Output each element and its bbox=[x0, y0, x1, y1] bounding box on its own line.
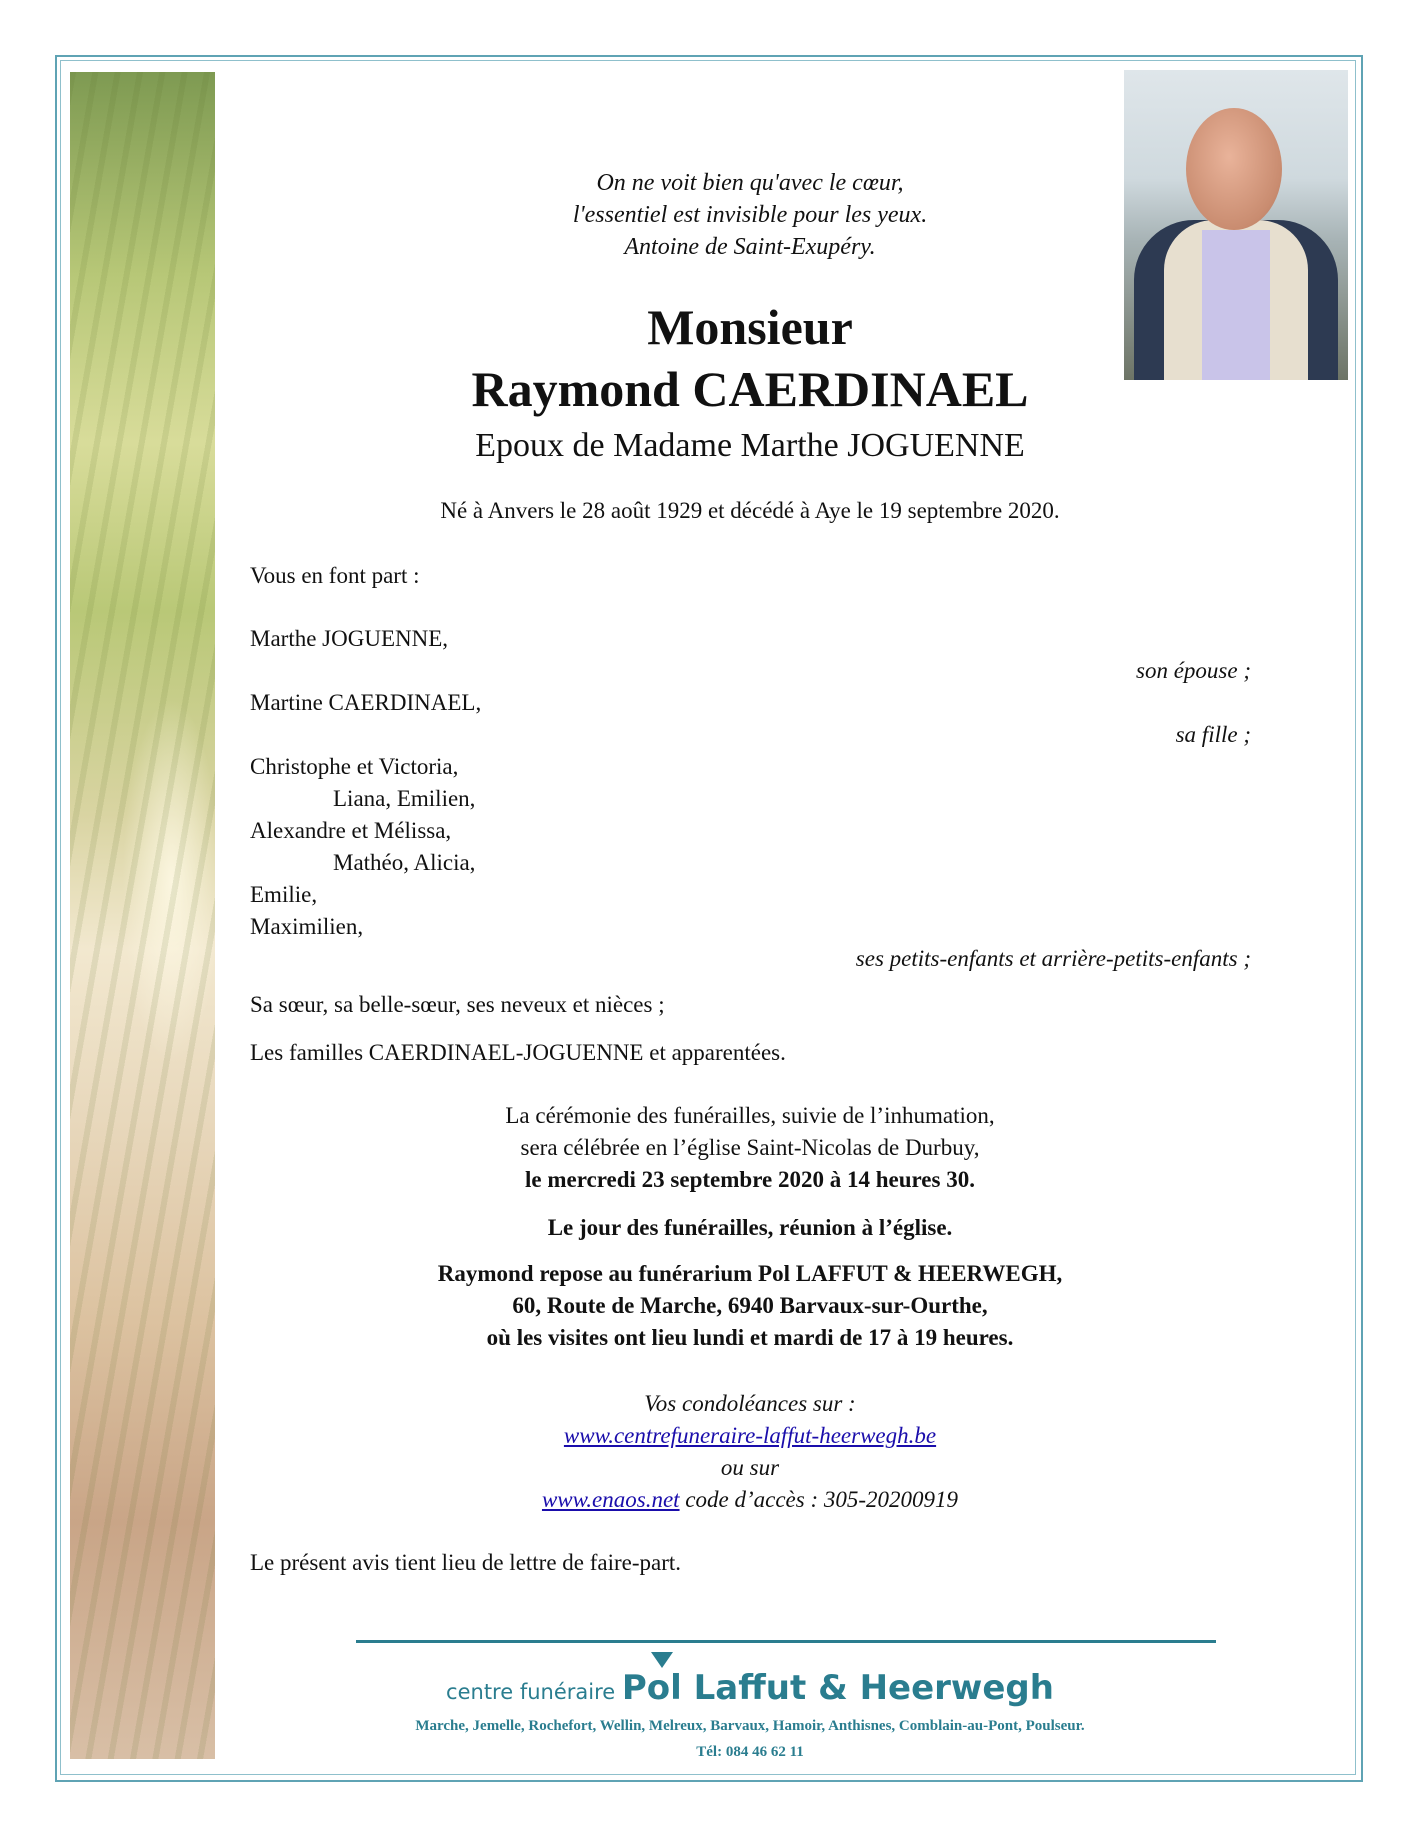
announcement-intro: Vous en font part : bbox=[250, 563, 420, 588]
brand-small-text: centre funéraire bbox=[446, 1680, 622, 1704]
rest-line-3: où les visites ont lieu lundi et mardi de 17 à 19 heures. bbox=[486, 1325, 1014, 1350]
condolences-link-2-row bbox=[250, 1484, 1250, 1516]
closing-note: Le présent avis tient lieu de lettre de faire-part. bbox=[250, 1550, 682, 1575]
family-great-grandchildren-2: Mathéo, Alicia, bbox=[333, 850, 476, 875]
ceremony-line-2: sera célébrée en l’église Saint-Nicolas de Durbuy, bbox=[520, 1135, 980, 1160]
logo-triangle-icon bbox=[651, 1652, 673, 1668]
family-daughter-name: Martine CAERDINAEL, bbox=[250, 690, 482, 715]
family-great-grandchildren-1: Liana, Emilien, bbox=[333, 786, 476, 811]
spouse-line: Epoux de Madame Marthe JOGUENNE bbox=[475, 427, 1025, 464]
family-grandchildren-relation: ses petits-enfants et arrière-petits-enfants ; bbox=[855, 946, 1251, 971]
footer-telephone: Tél: 084 46 62 11 bbox=[696, 1744, 804, 1760]
rest-line-2: 60, Route de Marche, 6940 Barvaux-sur-Ourthe, bbox=[512, 1293, 988, 1318]
quote-line-1: On ne voit bien qu'avec le cœur, bbox=[596, 170, 904, 196]
quote-author: Antoine de Saint-Exupéry. bbox=[624, 234, 876, 260]
rest-line-1: Raymond repose au funérarium Pol LAFFUT & HEERWEGH, bbox=[437, 1261, 1063, 1286]
family-daughter-relation: sa fille ; bbox=[1175, 722, 1251, 747]
quote-line-2: l'essentiel est invisible pour les yeux. bbox=[572, 202, 928, 228]
footer-places: Marche, Jemelle, Rochefort, Wellin, Melreux, Barvaux, Hamoir, Anthisnes, Comblain-au-Pont, Poulseur. bbox=[415, 1718, 1085, 1734]
footer-divider bbox=[356, 1640, 1216, 1643]
brand-big-text: Pol Laffut & Heerwegh bbox=[621, 1668, 1054, 1708]
deceased-title: Monsieur bbox=[647, 299, 853, 355]
family-grandchild-1: Christophe et Victoria, bbox=[250, 754, 459, 779]
birth-death-line: Né à Anvers le 28 août 1929 et décédé à Aye le 19 septembre 2020. bbox=[440, 498, 1060, 523]
family-siblings: Sa sœur, sa belle-sœur, ses neveux et nièces ; bbox=[250, 992, 665, 1017]
family-spouse-relation: son épouse ; bbox=[1136, 658, 1251, 683]
condolences-link-2[interactable]: www.enaos.net bbox=[541, 1487, 680, 1512]
family-grandchild-4: Maximilien, bbox=[250, 914, 364, 939]
forest-path-image bbox=[70, 72, 215, 1759]
condolences-link-1[interactable]: www.centrefuneraire-laffut-heerwegh.be bbox=[563, 1423, 937, 1448]
family-families: Les familles CAERDINAEL-JOGUENNE et apparentées. bbox=[250, 1040, 786, 1065]
deceased-name: Raymond CAERDINAEL bbox=[471, 361, 1029, 417]
ceremony-meeting: Le jour des funérailles, réunion à l’église. bbox=[547, 1215, 953, 1240]
ceremony-line-1: La cérémonie des funérailles, suivie de l’inhumation, bbox=[505, 1103, 995, 1128]
condolences-or: ou sur bbox=[720, 1455, 780, 1480]
family-grandchild-3: Emilie, bbox=[250, 882, 318, 907]
condolences-link-1-row bbox=[250, 1420, 1250, 1452]
access-code: code d’accès : 305-20200919 bbox=[679, 1487, 959, 1512]
family-spouse-name: Marthe JOGUENNE, bbox=[250, 626, 449, 651]
condolences-intro: Vos condoléances sur : bbox=[644, 1391, 856, 1416]
funeral-home-logo bbox=[250, 1668, 1250, 1708]
ceremony-date: le mercredi 23 septembre 2020 à 14 heures 30. bbox=[525, 1167, 975, 1192]
family-grandchild-2: Alexandre et Mélissa, bbox=[250, 818, 452, 843]
